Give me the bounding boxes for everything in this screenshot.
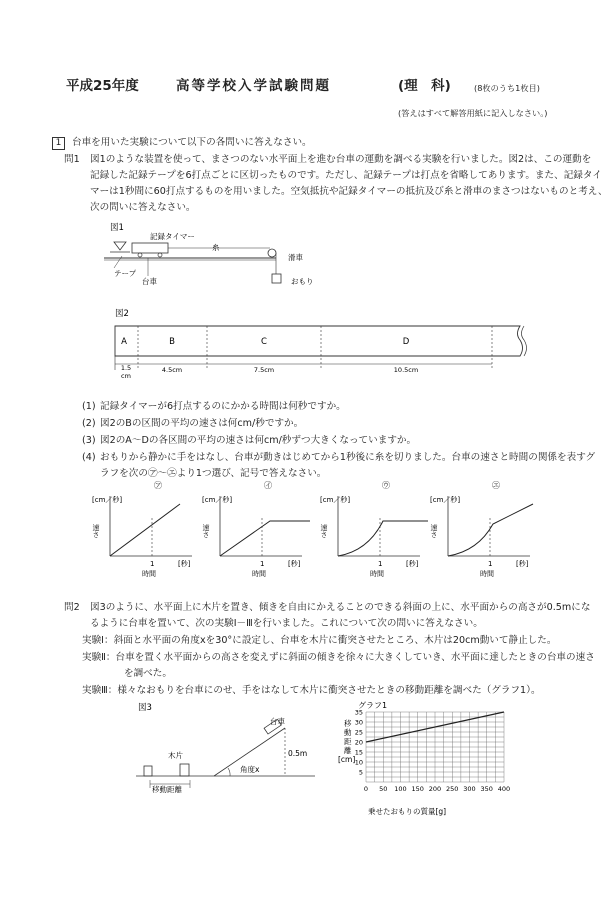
subq-2-text: 図2のBの区間の平均の速さは何cm/秒ですか。 [100, 418, 304, 429]
graph-option-3 [320, 478, 432, 578]
graph-option-unit: [cm／秒] [320, 496, 351, 504]
fig2-title: 図2 [115, 309, 129, 319]
graph1-ylabel [338, 718, 355, 764]
graph-option-unit: [cm／秒] [430, 496, 461, 504]
graph-option-ylabel: 速さ [430, 524, 438, 538]
graph-option-curve [220, 521, 310, 556]
cart-shape [132, 243, 168, 253]
graph-option-sec: [秒] [178, 560, 191, 568]
graph-option-1 [92, 478, 204, 578]
graph1-xtick: 250 [446, 785, 459, 793]
graph1-xtick: 50 [379, 785, 388, 793]
graph1-xlabel: 乗せたおもりの質量[g] [368, 807, 447, 816]
experiment-2-line-1: 実験Ⅱ：台車を置く水平面からの高さを変えずに斜面の傾きを徐々に大きくしていき、水平面に達したときの台車の速さ [82, 652, 595, 663]
page-count: (8枚のうち1枚目) [474, 83, 540, 93]
subq-1-text: 記録タイマーが6打点するのにかかる時間は何秒ですか。 [100, 401, 346, 412]
dim-c: 7.5cm [253, 366, 275, 374]
question-intro: 台車を用いた実験について以下の各問いに答えなさい。 [72, 137, 312, 148]
experiment-1: 実験Ⅰ：斜面と水平面の角度xを30°に設定し、台車を木片に衝突させたところ、木片は20cm動いて静止した。 [82, 635, 557, 646]
section-c: C [261, 337, 267, 347]
subq-3-num: (3) [82, 435, 96, 446]
graph-option-tick: 1 [378, 560, 383, 568]
subq-4-text-2: ラフを次の㋐～㋓より1つ選び、記号で答えなさい。 [100, 468, 327, 479]
exam-year: 平成25年度 [66, 78, 139, 94]
graph-option-mark: ㋓ [492, 481, 500, 490]
subq-3-text: 図2のA～Dの各区間の平均の速さは何cm/秒ずつ大きくなっていますか。 [100, 435, 417, 446]
graph1-xtick: 200 [428, 785, 442, 793]
fig1-cart-label: 台車 [142, 277, 157, 286]
subq-4-num: (4) [82, 452, 96, 463]
graph1-ytick: 20 [354, 738, 363, 747]
question-number: 1 [52, 137, 65, 150]
figure-2 [100, 300, 540, 380]
timer-icon [114, 242, 126, 250]
graph1-ytick: 30 [354, 718, 363, 727]
graph1-ytick: 10 [354, 758, 363, 767]
graph-option-4 [430, 478, 542, 578]
graph1-xtick: 0 [363, 785, 369, 793]
graph1-ytick: 5 [358, 768, 363, 777]
fig1-tape-label: テープ [114, 269, 137, 278]
section-a: A [121, 337, 127, 347]
exam-subject: (理 科) [398, 78, 451, 94]
pulley-icon [268, 249, 276, 257]
mon2-line-1: 図3のように、水平面上に木片を置き、傾きを自由にかえることのできる斜面の上に、水平面からの高さが0.5mにな [90, 602, 591, 613]
graph-option-xlabel: 時間 [370, 570, 384, 578]
figure-3 [130, 700, 330, 810]
fig1-weight-label: おもり [291, 277, 314, 286]
mon1-line-1: 図1のような装置を使って、まさつのない水平面上を進む台車の運動を調べる実験を行いました。図2は、この運動を [90, 154, 592, 165]
graph-option-ylabel: 速さ [320, 524, 328, 538]
dim-a-unit: cm [121, 372, 131, 380]
fig1-title: 図1 [110, 223, 124, 233]
mon1-line-3: マーは1秒間に60打点するものを用いました。空気抵抗や記録タイマーの抵抗及び糸と滑車のまさつはないものと考え、 [90, 186, 608, 197]
graph-option-xlabel: 時間 [252, 570, 266, 578]
svg-text:離: 離 [344, 746, 352, 755]
record-tape [115, 326, 523, 356]
graph1-ytick: 25 [354, 728, 363, 737]
graph-option-sec: [秒] [406, 560, 419, 568]
graph-option-tick: 1 [260, 560, 265, 568]
svg-text:[cm]: [cm] [338, 755, 356, 764]
graph-1 [328, 698, 511, 816]
graph-option-curve [110, 504, 180, 556]
exam-title: 高等学校入学試験問題 [176, 78, 331, 94]
graph-option-unit: [cm／秒] [92, 496, 123, 504]
fig3-block-label: 木片 [168, 751, 183, 760]
fig3-cart-label: 台車 [270, 717, 285, 726]
dim-a: 1.5 [120, 364, 132, 372]
graph-option-xlabel: 時間 [480, 570, 494, 578]
graph1-xtick: 150 [411, 785, 424, 793]
mon2-line-2: るように台車を置いて、次の実験Ⅰ－Ⅲを行いました。これについて次の問いに答えなさい。 [90, 618, 483, 629]
graph-option-ylabel: 速さ [202, 524, 210, 538]
graph1-xtick: 300 [463, 785, 476, 793]
dim-b: 4.5cm [161, 366, 183, 374]
graph-option-curve [448, 504, 533, 556]
subq-2-num: (2) [82, 418, 96, 429]
mon1-line-2: 記録した記録テープを6打点ごとに区切ったものです。ただし、記録テープは打点を省略してあります。また、記録タイ [90, 170, 602, 181]
graph1-xtick: 350 [480, 785, 493, 793]
graph1-xtick: 100 [394, 785, 407, 793]
experiment-3: 実験Ⅲ：様々なおもりを台車にのせ、手をはなして木片に衝突させたときの移動距離を調べた（グラフ1）。 [82, 685, 541, 696]
fig1-string-label: 糸 [212, 243, 220, 252]
dim-d: 10.5cm [393, 366, 419, 374]
wood-block [180, 764, 189, 776]
graph-option-mark: ㋑ [264, 481, 272, 490]
fig1-pulley-label: 滑車 [288, 253, 303, 262]
section-b: B [169, 337, 175, 347]
fig3-height-label: 0.5m [288, 749, 308, 758]
fig1-timer-label: 記録タイマー [150, 232, 195, 241]
graph1-xtick: 400 [497, 785, 511, 793]
subq-1-num: (1) [82, 401, 96, 412]
fig3-title: 図3 [138, 703, 152, 713]
mon1-label: 問1 [64, 154, 80, 165]
graph-option-mark: ㋐ [154, 481, 162, 490]
graph1-ytick: 35 [354, 708, 363, 717]
graph1-grid [366, 712, 504, 782]
weight-shape [272, 274, 281, 283]
mon1-line-4: 次の問いに答えなさい。 [90, 202, 196, 213]
mon2-label: 問2 [64, 602, 80, 613]
section-d: D [402, 337, 410, 347]
graph-option-2 [202, 478, 314, 578]
svg-text:移: 移 [344, 719, 352, 728]
graph1-ytick: 15 [354, 748, 363, 757]
graph-option-mark: ㋒ [382, 481, 390, 490]
graph-option-sec: [秒] [288, 560, 301, 568]
graph-option-xlabel: 時間 [142, 570, 156, 578]
fig3-distance-label: 移動距離 [152, 785, 182, 794]
graph-option-sec: [秒] [516, 560, 529, 568]
fig3-angle-label: 角度x [240, 765, 260, 774]
graph-option-ylabel: 速さ [92, 524, 100, 538]
graph1-title: グラフ1 [358, 701, 388, 710]
graph-option-tick: 1 [488, 560, 493, 568]
graph-option-curve [338, 521, 428, 556]
svg-text:動: 動 [344, 728, 352, 737]
graph-option-tick: 1 [150, 560, 155, 568]
subq-4-text: おもりから静かに手をはなし、台車が動きはじめてから1秒後に糸を切りました。台車の速さと時間の関係を表すグ [100, 452, 596, 463]
experiment-2-line-2: を調べた。 [124, 668, 172, 679]
graph-option-unit: [cm／秒] [202, 496, 233, 504]
svg-text:距: 距 [344, 737, 352, 746]
answer-note: (答えはすべて解答用紙に記入しなさい。) [398, 108, 548, 118]
